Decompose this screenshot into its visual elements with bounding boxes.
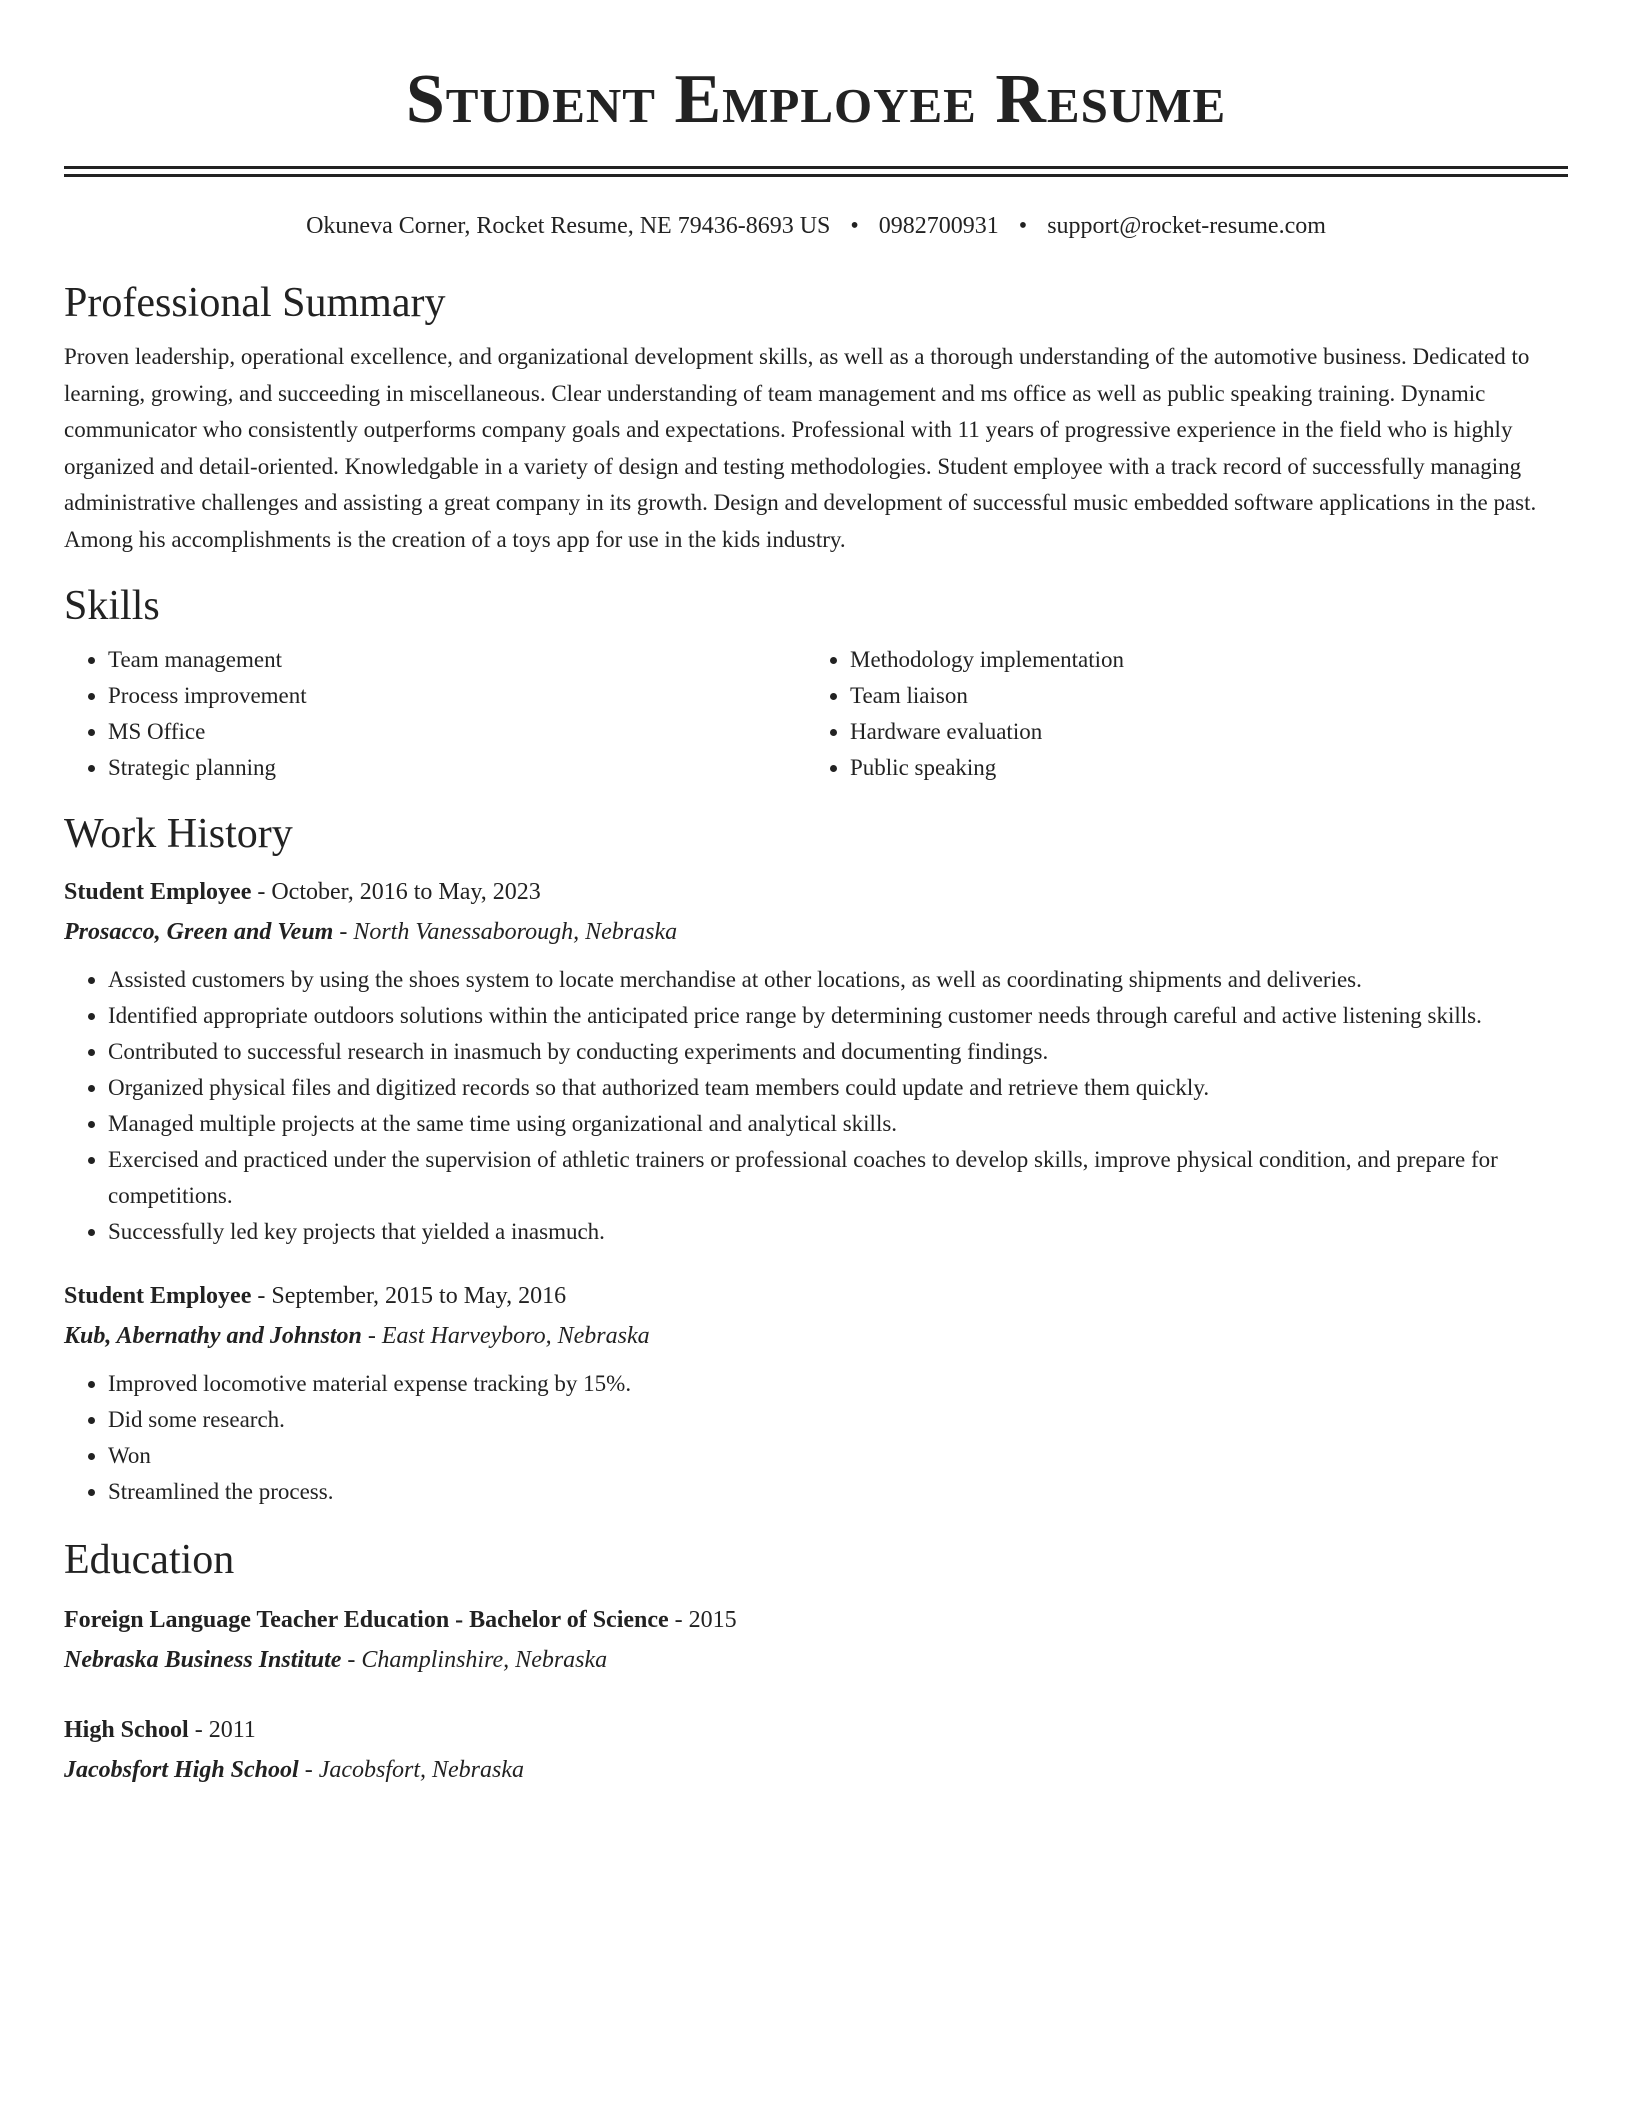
job-company: Kub, Abernathy and Johnston <box>64 1323 362 1349</box>
education-degree: Foreign Language Teacher Education - Bachelor of Science <box>64 1607 669 1633</box>
contact-line <box>64 211 1568 241</box>
job-title-line <box>64 872 1568 912</box>
contact-separator: • <box>1018 213 1028 239</box>
skill-item: • Team management <box>108 642 806 678</box>
education-school: Jacobsfort High School <box>64 1757 299 1783</box>
job-bullet: • Did some research. <box>108 1402 1568 1438</box>
skill-item: • MS Office <box>108 714 806 750</box>
job-bullet: • Managed multiple projects at the same time using organizational and analytical skills. <box>108 1106 1568 1142</box>
skill-item: • Methodology implementation <box>850 642 1548 678</box>
job-bullets <box>64 962 1568 1250</box>
job-location: - East Harveyboro, Nebraska <box>361 1323 650 1349</box>
job-role: Student Employee <box>64 1283 252 1309</box>
skill-item: • Process improvement <box>108 678 806 714</box>
skill-item: • Strategic planning <box>108 750 806 786</box>
job-bullet: • Streamlined the process. <box>108 1474 1568 1510</box>
job-bullet: • Organized physical files and digitized records so that authorized team members could update and retrieve them quickly. <box>108 1070 1568 1106</box>
job-dates: - September, 2015 to May, 2016 <box>251 1283 567 1309</box>
education-degree-line <box>64 1710 1568 1750</box>
summary-heading: Professional Summary <box>64 280 446 326</box>
education-school: Nebraska Business Institute <box>64 1647 342 1673</box>
job-role: Student Employee <box>64 879 252 905</box>
education-degree: High School <box>64 1717 189 1743</box>
job-bullet: • Successfully led key projects that yielded a inasmuch. <box>108 1214 1568 1250</box>
education-heading: Education <box>64 1537 235 1583</box>
job-bullet: • Improved locomotive material expense tracking by 15%. <box>108 1366 1568 1402</box>
contact-address: Okuneva Corner, Rocket Resume, NE 79436-8693 US <box>306 213 831 239</box>
contact-phone: 0982700931 <box>878 213 999 239</box>
job-entry <box>64 872 1568 1250</box>
job-dates: - October, 2016 to May, 2023 <box>251 879 541 905</box>
page-title: Student Employee Resume <box>405 61 1227 138</box>
education-entry <box>64 1600 1568 1680</box>
work-history-heading: Work History <box>64 811 293 857</box>
education-location: - Jacobsfort, Nebraska <box>298 1757 525 1783</box>
skill-item: • Team liaison <box>850 678 1548 714</box>
job-company: Prosacco, Green and Veum <box>64 919 334 945</box>
job-bullet: • Won <box>108 1438 1568 1474</box>
skill-item: • Hardware evaluation <box>850 714 1548 750</box>
skills-list <box>64 642 1568 786</box>
job-bullets <box>64 1366 1568 1510</box>
job-entry <box>64 1276 1568 1510</box>
skills-column-right <box>806 642 1548 786</box>
job-location: - North Vanessaborough, Nebraska <box>333 919 678 945</box>
job-bullet: • Assisted customers by using the shoes system to locate merchandise at other locations, as well as coordinating shipments and deliveries. <box>108 962 1568 998</box>
job-company-line <box>64 1316 1568 1356</box>
education-year: - 2011 <box>188 1717 256 1743</box>
job-title-line <box>64 1276 1568 1316</box>
skills-heading: Skills <box>64 583 160 629</box>
job-company-line <box>64 912 1568 952</box>
skills-column-left <box>64 642 806 786</box>
education-school-line <box>64 1640 1568 1680</box>
education-year: - 2015 <box>668 1607 737 1633</box>
education-entry <box>64 1710 1568 1790</box>
education-degree-line <box>64 1600 1568 1640</box>
education-school-line <box>64 1750 1568 1790</box>
contact-email: support@rocket-resume.com <box>1047 213 1326 239</box>
summary-text: Proven leadership, operational excellence, and organizational development skills, as well as a thorough understanding of the automotive business. Dedicated to learning, growing, and succeeding in miscellaneous. Clear understanding of team management and ms office as well as public speaking training. Dynamic communicator who consistently outperforms company goals and expectations. Professional with 11 years of progressive experience in the field who is highly organized and detail-oriented. Knowledgable in a variety of design and testing methodologies. Student employee with a track record of successfully managing administrative challenges and assisting a great company in its growth. Design and development of successful music embedded software applications in the past. Among his accomplishments is the creation of a toys app for use in the kids industry. <box>64 344 1537 552</box>
title-divider <box>64 166 1568 177</box>
job-bullet: • Contributed to successful research in inasmuch by conducting experiments and documenting findings. <box>108 1034 1568 1070</box>
contact-separator: • <box>850 213 859 239</box>
job-bullet: • Identified appropriate outdoors solutions within the anticipated price range by determining customer needs through careful and active listening skills. <box>108 998 1568 1034</box>
job-bullet: • Exercised and practiced under the supervision of athletic trainers or professional coaches to develop skills, improve physical condition, and prepare for competitions. <box>108 1142 1568 1214</box>
skill-item: • Public speaking <box>850 750 1548 786</box>
education-location: - Champlinshire, Nebraska <box>341 1647 608 1673</box>
